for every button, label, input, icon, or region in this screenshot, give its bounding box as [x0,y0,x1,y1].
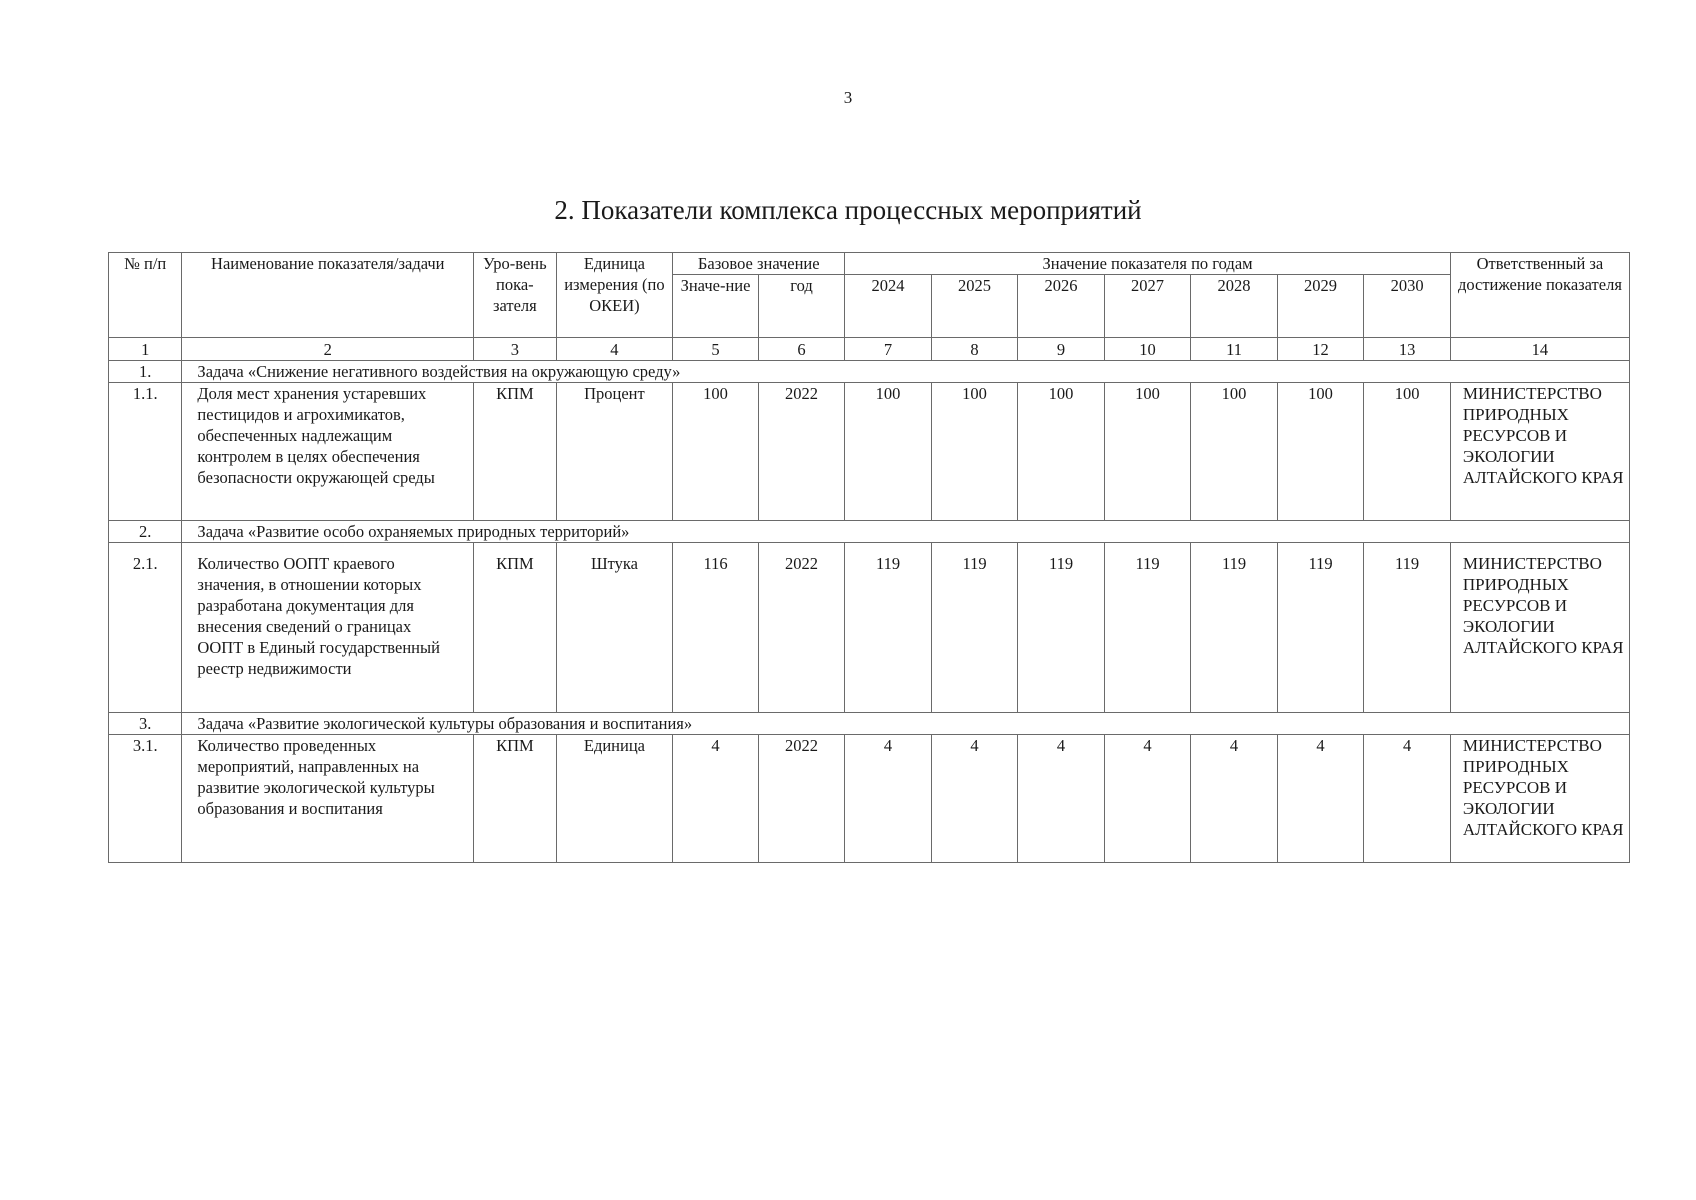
column-number: 11 [1191,338,1278,361]
header-year: 2028 [1191,275,1278,338]
year-value: 119 [931,543,1018,713]
header-by-years: Значение показателя по годам [845,253,1451,275]
year-value: 119 [1104,543,1191,713]
header-year: 2024 [845,275,932,338]
indicator-row [109,735,1630,863]
year-value: 119 [1191,543,1278,713]
task-row [109,521,1630,543]
task-title: Задача «Снижение негативного воздействия на окружающую среду» [182,361,1630,383]
year-value: 100 [1364,383,1451,521]
column-number: 9 [1018,338,1105,361]
year-value: 100 [1104,383,1191,521]
year-value: 119 [1277,543,1364,713]
year-value: 4 [931,735,1018,863]
indicator-name: Количество проведенных мероприятий, направленных на развитие экологической культуры образования и воспитания [182,735,474,863]
year-value: 100 [931,383,1018,521]
task-title: Задача «Развитие особо охраняемых природных территорий» [182,521,1630,543]
base-value: 116 [673,543,758,713]
indicator-unit: Процент [556,383,673,521]
column-number: 14 [1450,338,1629,361]
year-value: 100 [1191,383,1278,521]
column-number: 2 [182,338,474,361]
year-value: 100 [1277,383,1364,521]
task-number: 1. [109,361,182,383]
header-responsible: Ответственный за достижение показателя [1450,253,1629,338]
indicator-name: Количество ООПТ краевого значения, в отношении которых разработана документация для внесения сведений о границах ООПТ в Единый государственный реестр недвижимости [182,543,474,713]
year-value: 100 [1018,383,1105,521]
base-year: 2022 [758,735,845,863]
base-year: 2022 [758,543,845,713]
year-value: 4 [1191,735,1278,863]
column-number: 13 [1364,338,1451,361]
header-year: 2026 [1018,275,1105,338]
page-number: 3 [843,88,853,107]
column-number: 12 [1277,338,1364,361]
column-number: 5 [673,338,758,361]
year-value: 4 [845,735,932,863]
column-number: 8 [931,338,1018,361]
task-number: 3. [109,713,182,735]
header-level: Уро-вень пока-зателя [474,253,556,338]
year-value: 119 [845,543,932,713]
base-value: 100 [673,383,758,521]
indicator-level: КПМ [474,543,556,713]
base-year: 2022 [758,383,845,521]
header-year: 2029 [1277,275,1364,338]
header-name: Наименование показателя/задачи [182,253,474,338]
indicator-name: Доля мест хранения устаревших пестицидов и агрохимикатов, обеспеченных надлежащим контролем в целях обеспечения безопасности окружающей среды [182,383,474,521]
year-value: 4 [1277,735,1364,863]
column-number: 3 [474,338,556,361]
task-row [109,713,1630,735]
indicators-table [108,252,1630,863]
year-value: 4 [1104,735,1191,863]
header-base-year: год [758,275,845,338]
indicator-number: 1.1. [109,383,182,521]
column-number: 10 [1104,338,1191,361]
indicator-number: 3.1. [109,735,182,863]
year-value: 119 [1364,543,1451,713]
header-no: № п/п [109,253,182,338]
column-number: 4 [556,338,673,361]
indicator-number: 2.1. [109,543,182,713]
responsible: МИНИСТЕРСТВО ПРИРОДНЫХ РЕСУРСОВ И ЭКОЛОГИИ АЛТАЙСКОГО КРАЯ [1450,543,1629,713]
task-number: 2. [109,521,182,543]
column-number: 1 [109,338,182,361]
header-unit: Единица измерения (по ОКЕИ) [556,253,673,338]
task-row [109,361,1630,383]
header-year: 2030 [1364,275,1451,338]
header-base-value: Значе-ние [673,275,758,338]
year-value: 119 [1018,543,1105,713]
page-title: 2. Показатели комплекса процессных мероприятий [554,195,1142,225]
header-base: Базовое значение [673,253,845,275]
base-value: 4 [673,735,758,863]
indicator-row [109,383,1630,521]
column-number: 7 [845,338,932,361]
responsible: МИНИСТЕРСТВО ПРИРОДНЫХ РЕСУРСОВ И ЭКОЛОГИИ АЛТАЙСКОГО КРАЯ [1450,383,1629,521]
indicator-unit: Штука [556,543,673,713]
year-value: 4 [1364,735,1451,863]
header-year: 2025 [931,275,1018,338]
column-numbers-row [109,338,1630,361]
responsible: МИНИСТЕРСТВО ПРИРОДНЫХ РЕСУРСОВ И ЭКОЛОГИИ АЛТАЙСКОГО КРАЯ [1450,735,1629,863]
indicator-level: КПМ [474,383,556,521]
year-value: 4 [1018,735,1105,863]
indicator-level: КПМ [474,735,556,863]
indicator-unit: Единица [556,735,673,863]
task-title: Задача «Развитие экологической культуры образования и воспитания» [182,713,1630,735]
indicator-row [109,543,1630,713]
year-value: 100 [845,383,932,521]
column-number: 6 [758,338,845,361]
header-year: 2027 [1104,275,1191,338]
